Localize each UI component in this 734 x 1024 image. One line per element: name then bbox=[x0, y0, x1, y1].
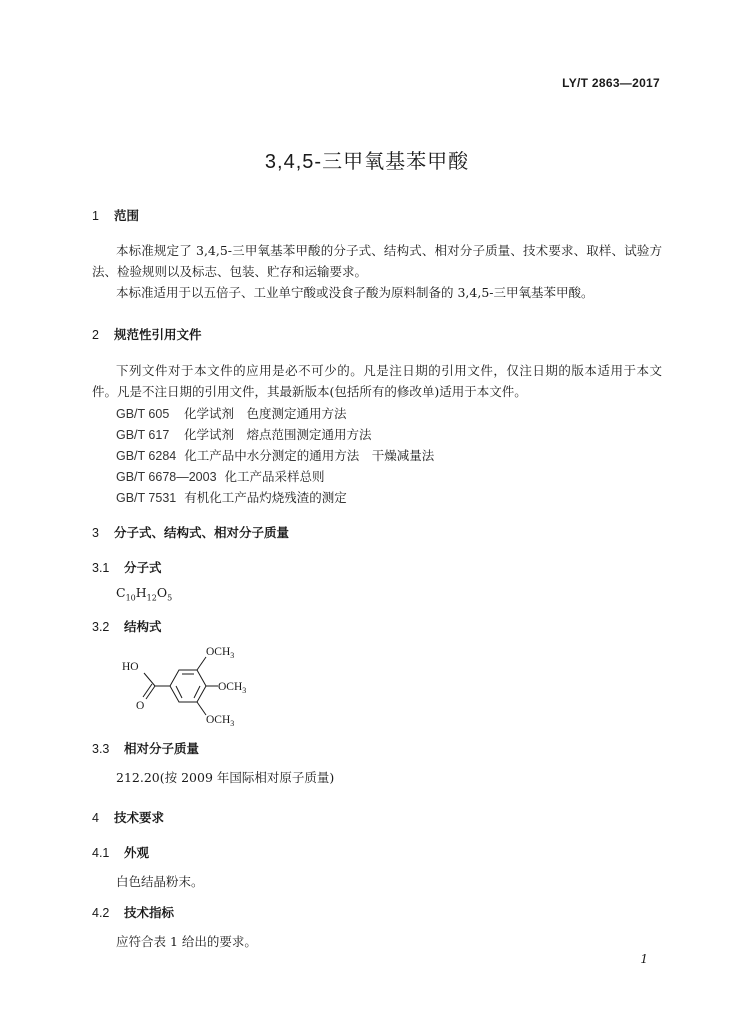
section-2-paragraph-1: 下列文件对于本文件的应用是必不可少的。凡是注日期的引用文件，仅注日期的版本适用于本文件。凡是不注日期的引用文件，其最新版本(包括所有的修改单)适用于本文件。 bbox=[92, 363, 662, 399]
reference-code: GB/T 6678—2003 bbox=[116, 470, 217, 484]
section-2-heading bbox=[92, 325, 202, 343]
section-number: 3.2 bbox=[92, 620, 110, 634]
section-title: 相对分子质量 bbox=[124, 742, 200, 756]
section-3-2-heading bbox=[92, 617, 162, 635]
section-number: 3.1 bbox=[92, 561, 110, 575]
section-number: 3 bbox=[92, 526, 99, 540]
section-title: 技术指标 bbox=[124, 906, 175, 920]
section-title: 外观 bbox=[124, 846, 150, 860]
section-number: 4.1 bbox=[92, 846, 110, 860]
section-number: 2 bbox=[92, 328, 99, 342]
label-och3-middle: $OCH_3$ bbox=[218, 681, 247, 695]
label-ho: HO bbox=[122, 661, 139, 673]
reference-item bbox=[116, 467, 325, 485]
label-och3-bottom: $OCH_3$ bbox=[206, 714, 235, 728]
section-1-paragraph-2: 本标准适用于以五倍子、工业单宁酸或没食子酸为原料制备的 3,4,5-三甲氧基苯甲酸。 bbox=[116, 285, 594, 300]
reference-name: 化工产品中水分测定的通用方法 干燥减量法 bbox=[184, 448, 435, 463]
label-och3-top: $OCH_3$ bbox=[206, 646, 235, 660]
section-1-paragraph-1: 本标准规定了 3,4,5-三甲氧基苯甲酸的分子式、结构式、相对分子质量、技术要求、取样、试验方法、检验规则以及标志、包装、贮存和运输要求。 bbox=[92, 243, 662, 279]
reference-code: GB/T 605 bbox=[116, 407, 170, 421]
reference-item bbox=[116, 425, 372, 443]
section-number: 4 bbox=[92, 811, 99, 825]
page-number: 1 bbox=[640, 952, 648, 966]
reference-code: GB/T 7531 bbox=[116, 491, 177, 505]
section-title: 结构式 bbox=[124, 620, 162, 634]
reference-item bbox=[116, 488, 347, 506]
document-title: 3,4,5-三甲氧基苯甲酸 bbox=[264, 151, 470, 173]
molecular-mass-value: 212.20(按 2009 年国际相对原子质量) bbox=[116, 770, 335, 785]
section-title: 技术要求 bbox=[114, 811, 165, 825]
reference-name: 化学试剂 熔点范围测定通用方法 bbox=[184, 427, 372, 442]
molecular-formula: $C_{10}H_{12}O_5$ bbox=[116, 585, 173, 603]
reference-item bbox=[116, 404, 347, 422]
section-1-heading bbox=[92, 206, 139, 224]
section-3-heading bbox=[92, 523, 289, 541]
reference-name: 化学试剂 色度测定通用方法 bbox=[184, 406, 347, 421]
section-4-heading bbox=[92, 808, 164, 826]
section-4-2-heading bbox=[92, 903, 174, 921]
appearance-text: 白色结晶粉末。 bbox=[116, 874, 204, 889]
bond-bottom bbox=[197, 702, 206, 715]
label-oxygen: O bbox=[136, 700, 145, 712]
reference-code: GB/T 6284 bbox=[116, 449, 177, 463]
specification-text: 应符合表 1 给出的要求。 bbox=[116, 934, 257, 949]
bond-top bbox=[197, 657, 206, 670]
section-number: 4.2 bbox=[92, 906, 110, 920]
section-number: 1 bbox=[92, 209, 99, 223]
section-4-1-heading bbox=[92, 843, 149, 861]
reference-item bbox=[116, 446, 434, 464]
benzene-ring bbox=[170, 670, 206, 702]
reference-name: 化工产品采样总则 bbox=[224, 469, 325, 484]
reference-name: 有机化工产品灼烧残渣的测定 bbox=[184, 490, 347, 505]
reference-code: GB/T 617 bbox=[116, 428, 170, 442]
section-title: 分子式 bbox=[124, 561, 162, 575]
section-3-3-heading bbox=[92, 739, 199, 757]
section-title: 分子式、结构式、相对分子质量 bbox=[114, 526, 290, 540]
section-title: 规范性引用文件 bbox=[114, 328, 202, 342]
section-number: 3.3 bbox=[92, 742, 110, 756]
document-code: LY/T 2863—2017 bbox=[562, 76, 660, 90]
section-3-1-heading bbox=[92, 558, 162, 576]
section-title: 范围 bbox=[114, 209, 140, 223]
structural-formula bbox=[118, 643, 268, 729]
